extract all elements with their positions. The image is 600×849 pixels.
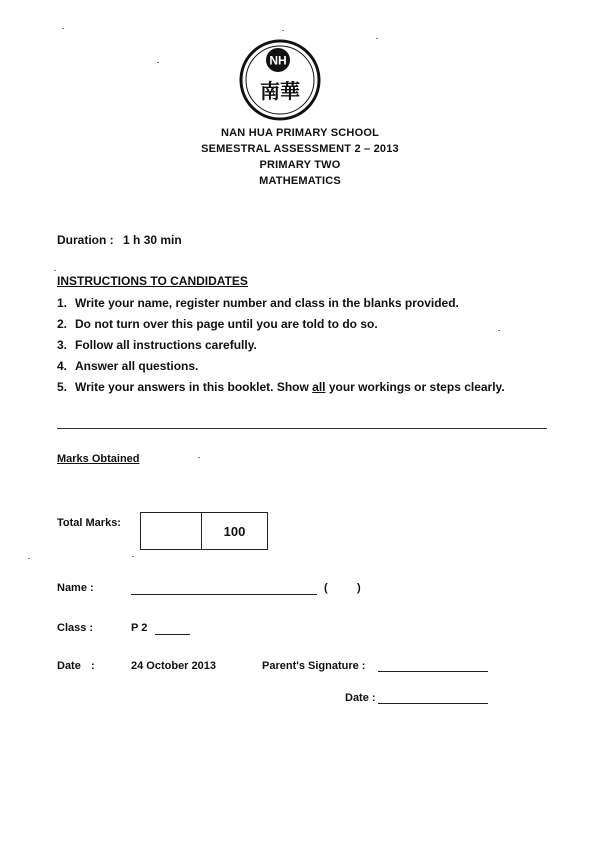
date-colon: : bbox=[91, 660, 95, 672]
scan-speck bbox=[198, 457, 200, 458]
instruction-number: 1. bbox=[57, 296, 68, 310]
name-label: Name : bbox=[57, 582, 94, 594]
instruction-text: Write your answers in this booklet. Show all your workings or steps clearly. bbox=[75, 380, 505, 394]
date-value: 24 October 2013 bbox=[131, 660, 216, 672]
class-label: Class : bbox=[57, 622, 94, 634]
instruction-item bbox=[57, 359, 507, 374]
register-paren-close: ) bbox=[357, 582, 361, 594]
parent-date-label: Date : bbox=[345, 692, 376, 704]
marks-box bbox=[140, 512, 268, 550]
school-logo bbox=[238, 38, 322, 122]
instruction-emphasis: all bbox=[312, 380, 326, 394]
school-name: NAN HUA PRIMARY SCHOOL bbox=[221, 127, 379, 139]
parent-signature-label: Parent's Signature : bbox=[262, 660, 366, 672]
scan-speck bbox=[28, 558, 30, 559]
duration bbox=[57, 233, 182, 247]
scan-speck bbox=[54, 270, 56, 271]
duration-label: Duration : bbox=[57, 233, 114, 247]
scan-speck bbox=[282, 30, 284, 31]
date-label: Date bbox=[57, 660, 81, 672]
section-divider bbox=[57, 428, 547, 429]
marks-obtained-title: Marks Obtained bbox=[57, 453, 140, 465]
instruction-text: Do not turn over this page until you are told to do so. bbox=[75, 317, 378, 331]
name-field[interactable] bbox=[131, 594, 317, 595]
instruction-item bbox=[57, 338, 507, 353]
instruction-item bbox=[57, 380, 507, 395]
scan-speck bbox=[157, 62, 159, 63]
parent-date-field[interactable] bbox=[378, 703, 488, 704]
class-prefix: P 2 bbox=[131, 622, 148, 634]
marks-total-cell: 100 bbox=[223, 523, 246, 539]
instruction-item bbox=[57, 317, 507, 332]
marks-obtained-cell[interactable] bbox=[141, 513, 202, 549]
assessment-title: SEMESTRAL ASSESSMENT 2 – 2013 bbox=[201, 143, 399, 155]
duration-value: 1 h 30 min bbox=[123, 233, 182, 247]
parent-signature-field[interactable] bbox=[378, 671, 488, 672]
subject: MATHEMATICS bbox=[259, 175, 341, 187]
instructions-title: INSTRUCTIONS TO CANDIDATES bbox=[57, 274, 248, 288]
logo-initials: NH bbox=[269, 53, 287, 68]
scan-speck bbox=[62, 28, 64, 29]
instruction-number: 2. bbox=[57, 317, 68, 331]
instruction-text: Follow all instructions carefully. bbox=[75, 338, 257, 352]
instructions-list bbox=[57, 296, 507, 401]
instruction-item bbox=[57, 296, 507, 311]
level: PRIMARY TWO bbox=[259, 159, 341, 171]
instruction-number: 4. bbox=[57, 359, 68, 373]
scan-speck bbox=[498, 330, 500, 331]
register-paren-open: ( bbox=[324, 582, 328, 594]
class-field[interactable] bbox=[155, 634, 190, 635]
register-number-field[interactable] bbox=[332, 580, 356, 594]
instruction-number: 5. bbox=[57, 380, 68, 394]
instruction-text: Answer all questions. bbox=[75, 359, 199, 373]
scan-speck bbox=[376, 38, 378, 39]
instruction-text: Write your name, register number and class in the blanks provided. bbox=[75, 296, 459, 310]
instruction-number: 3. bbox=[57, 338, 68, 352]
scan-speck bbox=[132, 556, 134, 557]
total-marks-label: Total Marks: bbox=[57, 517, 121, 529]
logo-chinese-name: 南華 bbox=[260, 79, 300, 103]
